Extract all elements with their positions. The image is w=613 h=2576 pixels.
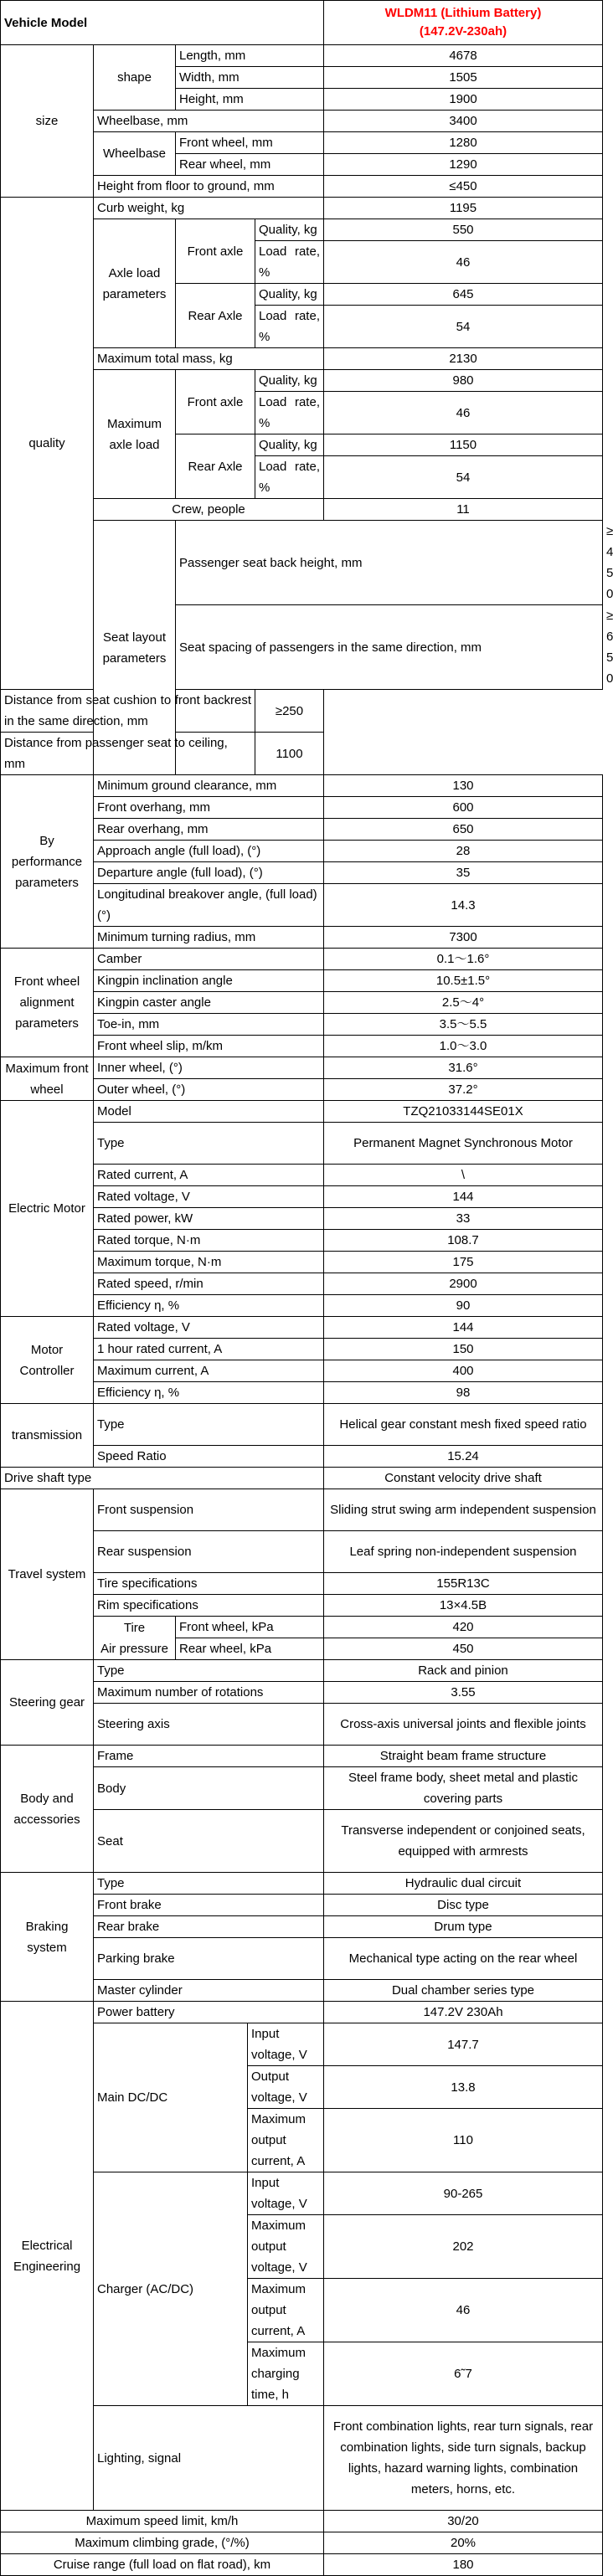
param-value: Front combination lights, rear turn signals, rear combination lights, side turn signals, backup lights, hazard warning lights, combination meters, horns, etc.: [324, 2406, 603, 2511]
param-label: Model: [94, 1101, 324, 1123]
param-value: 46: [324, 392, 603, 434]
param-label: Seat: [94, 1810, 324, 1873]
param-label: Distance from passenger seat to ceiling, mm: [1, 733, 255, 775]
param-value: 10.5±1.5°: [324, 970, 603, 992]
param-label: Rear wheel, kPa: [176, 1638, 324, 1660]
param-value: 54: [324, 306, 603, 348]
param-label: Front overhang, mm: [94, 797, 324, 819]
param-label: Minimum ground clearance, mm: [94, 775, 324, 797]
param-value: 108.7: [324, 1230, 603, 1252]
param-label: Speed Ratio: [94, 1446, 324, 1468]
param-value: 144: [324, 1317, 603, 1339]
param-label: Departure angle (full load), (°): [94, 862, 324, 884]
param-label: Front brake: [94, 1895, 324, 1916]
param-value: 31.6°: [324, 1057, 603, 1079]
param-value: 28: [324, 841, 603, 862]
table-row: Seat layout parameters Passenger seat back height, mm ≥450: [1, 521, 603, 605]
param-label: Inner wheel, (°): [94, 1057, 324, 1079]
table-row: [1, 1404, 603, 1446]
param-label: Rated power, kW: [94, 1208, 324, 1230]
param-label: Rated current, A: [94, 1165, 324, 1186]
tire-label: Tire: [123, 1620, 146, 1635]
param-label: Tire specifications: [94, 1573, 324, 1595]
param-label: Input voltage, V: [248, 2172, 324, 2215]
param-value: 46: [324, 2279, 603, 2342]
category-front-wheel-max: Maximum front wheel: [1, 1057, 94, 1101]
category-alignment: Front wheel alignment parameters: [1, 949, 94, 1057]
category-performance: By performance parameters: [1, 775, 94, 949]
table-row: [1, 1746, 603, 1767]
param-value: 1280: [324, 132, 603, 154]
param-label: Seat spacing of passengers in the same direction, mm: [176, 605, 603, 690]
table-row: [1, 690, 603, 733]
param-value: 13.8: [324, 2066, 603, 2109]
param-value: 980: [324, 370, 603, 392]
param-label: Output voltage, V: [248, 2066, 324, 2109]
param-label: Cruise range (full load on flat road), km: [1, 2554, 324, 2576]
param-label: Kingpin inclination angle: [94, 970, 324, 992]
table-row: [1, 775, 603, 797]
param-value: 450: [324, 1638, 603, 1660]
param-label: Efficiency η, %: [94, 1382, 324, 1404]
axle-rear: Rear Axle: [176, 284, 255, 348]
param-value: 175: [324, 1252, 603, 1273]
category-steering-gear: Steering gear: [1, 1660, 94, 1746]
param-value: 14.3: [324, 884, 603, 927]
category-electrical: Electrical Engineering: [1, 2002, 94, 2511]
param-label: Longitudinal breakover angle, (full load) (°): [94, 884, 324, 927]
param-value: ≤450: [324, 176, 603, 198]
param-value: Dual chamber series type: [324, 1980, 603, 2002]
air-pressure-label: Air pressure: [100, 1641, 168, 1656]
param-label: Parking brake: [94, 1938, 324, 1980]
param-value: 6˜7: [324, 2342, 603, 2406]
param-label: Master cylinder: [94, 1980, 324, 2002]
param-value: Steel frame body, sheet metal and plastic covering parts: [324, 1767, 603, 1810]
param-value: 13×4.5B: [324, 1595, 603, 1617]
param-label: Maximum charging time, h: [248, 2342, 324, 2406]
param-value: 3.5～5.5: [324, 1014, 603, 1036]
param-value: \: [324, 1165, 603, 1186]
param-value: 1150: [324, 434, 603, 456]
table-row: [1, 2554, 603, 2576]
param-label: Load rate, %: [255, 456, 324, 499]
param-value: 150: [324, 1339, 603, 1360]
param-label: Width, mm: [176, 67, 324, 89]
table-row: [1, 1317, 603, 1339]
param-label: Height, mm: [176, 89, 324, 111]
param-label: Type: [94, 1873, 324, 1895]
param-label: Drive shaft type: [1, 1468, 324, 1489]
param-value: 147.2V 230Ah: [324, 2002, 603, 2023]
table-row: [1, 45, 603, 67]
param-label: Maximum total mass, kg: [94, 348, 324, 370]
param-label: Toe-in, mm: [94, 1014, 324, 1036]
param-value: 1505: [324, 67, 603, 89]
param-label: Rear wheel, mm: [176, 154, 324, 176]
param-value: Rack and pinion: [324, 1660, 603, 1682]
subgroup-axle-load: Axle load parameters: [94, 219, 176, 348]
param-value: 2130: [324, 348, 603, 370]
param-label: Front wheel, mm: [176, 132, 324, 154]
category-transmission: transmission: [1, 1404, 94, 1468]
param-value: 550: [324, 219, 603, 241]
model-line-1: WLDM11 (Lithium Battery): [384, 6, 542, 20]
param-value: 147.7: [324, 2023, 603, 2066]
param-label: Rated voltage, V: [94, 1317, 324, 1339]
param-label: Input voltage, V: [248, 2023, 324, 2066]
param-value: 3.55: [324, 1682, 603, 1704]
param-value: 1290: [324, 154, 603, 176]
table-row: [1, 2002, 603, 2023]
subgroup-wheelbase: Wheelbase: [94, 132, 176, 176]
param-value: 645: [324, 284, 603, 306]
table-row: [1, 1489, 603, 1531]
param-label: Lighting, signal: [94, 2406, 324, 2511]
param-value: 37.2°: [324, 1079, 603, 1101]
param-label: Maximum output current, A: [248, 2109, 324, 2172]
param-label: Crew, people: [94, 499, 324, 521]
param-label: Maximum speed limit, km/h: [1, 2511, 324, 2532]
param-value: Constant velocity drive shaft: [324, 1468, 603, 1489]
param-label: Steering axis: [94, 1704, 324, 1746]
param-value: 400: [324, 1360, 603, 1382]
param-value: Straight beam frame structure: [324, 1746, 603, 1767]
subgroup-charger: Charger (AC/DC): [94, 2172, 248, 2406]
param-value: 1100: [255, 733, 324, 775]
param-value: 46: [324, 241, 603, 284]
param-value: TZQ21033144SE01X: [324, 1101, 603, 1123]
axle-rear: Rear Axle: [176, 434, 255, 499]
table-row: [1, 2511, 603, 2532]
param-value: Disc type: [324, 1895, 603, 1916]
param-value: 600: [324, 797, 603, 819]
param-label: Rear overhang, mm: [94, 819, 324, 841]
category-seat-layout: Seat layout parameters: [94, 521, 176, 775]
category-quality: quality: [1, 198, 94, 690]
param-value: ≥250: [255, 690, 324, 733]
vehicle-model-value: [324, 1, 603, 45]
table-row: [1, 1057, 603, 1079]
param-label: Distance from seat cushion to front backrest in the same direction, mm: [1, 690, 255, 733]
param-label: Quality, kg: [255, 434, 324, 456]
param-value: Hydraulic dual circuit: [324, 1873, 603, 1895]
param-value: 1900: [324, 89, 603, 111]
category-size: size: [1, 45, 94, 198]
param-value: 3400: [324, 111, 603, 132]
param-label: Frame: [94, 1746, 324, 1767]
param-value: Drum type: [324, 1916, 603, 1938]
param-value: 130: [324, 775, 603, 797]
param-value: 98: [324, 1382, 603, 1404]
param-value: 33: [324, 1208, 603, 1230]
param-value: 90: [324, 1295, 603, 1317]
category-travel-system: Travel system: [1, 1489, 94, 1660]
category-body: Body and accessories: [1, 1746, 94, 1873]
param-label: Maximum output voltage, V: [248, 2215, 324, 2279]
param-value: Transverse independent or conjoined seats, equipped with armrests: [324, 1810, 603, 1873]
param-label: Body: [94, 1767, 324, 1810]
param-label: Front suspension: [94, 1489, 324, 1531]
model-line-2: (147.2V-230ah): [419, 24, 507, 39]
param-label: Kingpin caster angle: [94, 992, 324, 1014]
param-label: Maximum climbing grade, (°/%): [1, 2532, 324, 2554]
table-row: [1, 2532, 603, 2554]
category-electric-motor: Electric Motor: [1, 1101, 94, 1317]
param-value: Cross-axis universal joints and flexible joints: [324, 1704, 603, 1746]
param-label: Maximum output current, A: [248, 2279, 324, 2342]
param-label: Minimum turning radius, mm: [94, 927, 324, 949]
param-label: Load rate, %: [255, 306, 324, 348]
param-value: 4678: [324, 45, 603, 67]
vehicle-model-label: Vehicle Model: [1, 1, 324, 45]
table-row: [1, 1660, 603, 1682]
category-braking: Braking system: [1, 1873, 94, 2002]
param-label: Power battery: [94, 2002, 324, 2023]
param-label: Rated speed, r/min: [94, 1273, 324, 1295]
param-label: Efficiency η, %: [94, 1295, 324, 1317]
param-value: Permanent Magnet Synchronous Motor: [324, 1123, 603, 1165]
param-label: Rim specifications: [94, 1595, 324, 1617]
table-row: [1, 949, 603, 970]
param-value: 54: [324, 456, 603, 499]
param-value: 144: [324, 1186, 603, 1208]
param-value: 1.0～3.0: [324, 1036, 603, 1057]
table-row: [1, 733, 603, 775]
param-value: 2900: [324, 1273, 603, 1295]
subgroup-shape: shape: [94, 45, 176, 111]
param-label: Maximum torque, N·m: [94, 1252, 324, 1273]
table-row: Seat spacing of passengers in the same direction, mm ≥650: [1, 605, 603, 690]
param-label: Outer wheel, (°): [94, 1079, 324, 1101]
param-label: Front wheel slip, m/km: [94, 1036, 324, 1057]
param-label: Load rate, %: [255, 241, 324, 284]
param-value: Leaf spring non-independent suspension: [324, 1531, 603, 1573]
param-label: Height from floor to ground, mm: [94, 176, 324, 198]
param-value: 110: [324, 2109, 603, 2172]
param-value: 2.5～4°: [324, 992, 603, 1014]
param-value: 90-265: [324, 2172, 603, 2215]
param-label: Maximum current, A: [94, 1360, 324, 1382]
table-row: [1, 1873, 603, 1895]
param-label: Rear suspension: [94, 1531, 324, 1573]
param-label: Wheelbase, mm: [94, 111, 324, 132]
param-value: 155R13C: [324, 1573, 603, 1595]
param-label: Quality, kg: [255, 284, 324, 306]
param-label: Quality, kg: [255, 219, 324, 241]
param-value: 202: [324, 2215, 603, 2279]
param-value: 420: [324, 1617, 603, 1638]
param-label: Front wheel, kPa: [176, 1617, 324, 1638]
axle-front: Front axle: [176, 219, 255, 284]
table-row: [1, 1468, 603, 1489]
table-row: [1, 1101, 603, 1123]
param-value: 35: [324, 862, 603, 884]
param-value: 0.1～1.6°: [324, 949, 603, 970]
param-value: Mechanical type acting on the rear wheel: [324, 1938, 603, 1980]
subgroup-dcdc: Main DC/DC: [94, 2023, 248, 2172]
subgroup-max-axle-load: Maximum axle load: [94, 370, 176, 499]
param-label: Passenger seat back height, mm: [176, 521, 603, 605]
param-label: Load rate, %: [255, 392, 324, 434]
param-value: 15.24: [324, 1446, 603, 1468]
param-value: Helical gear constant mesh fixed speed ratio: [324, 1404, 603, 1446]
header-row: [1, 1, 603, 45]
param-label: Rear brake: [94, 1916, 324, 1938]
param-label: Length, mm: [176, 45, 324, 67]
param-label: Camber: [94, 949, 324, 970]
param-value: 30/20: [324, 2511, 603, 2532]
param-label: Approach angle (full load), (°): [94, 841, 324, 862]
table-row: [1, 198, 603, 219]
param-label: Quality, kg: [255, 370, 324, 392]
param-label: Rated torque, N·m: [94, 1230, 324, 1252]
param-label: Type: [94, 1404, 324, 1446]
param-value: Sliding strut swing arm independent suspension: [324, 1489, 603, 1531]
param-value: 11: [324, 499, 603, 521]
param-label: Rated voltage, V: [94, 1186, 324, 1208]
param-value: 650: [324, 819, 603, 841]
axle-front: Front axle: [176, 370, 255, 434]
category-motor-controller: Motor Controller: [1, 1317, 94, 1404]
param-label: Curb weight, kg: [94, 198, 324, 219]
param-value: 7300: [324, 927, 603, 949]
param-label: Type: [94, 1123, 324, 1165]
param-label: Type: [94, 1660, 324, 1682]
subgroup-tire-pressure: [94, 1617, 176, 1660]
param-value: 1195: [324, 198, 603, 219]
param-value: 180: [324, 2554, 603, 2576]
param-value: 20%: [324, 2532, 603, 2554]
param-label: 1 hour rated current, A: [94, 1339, 324, 1360]
param-label: Maximum number of rotations: [94, 1682, 324, 1704]
